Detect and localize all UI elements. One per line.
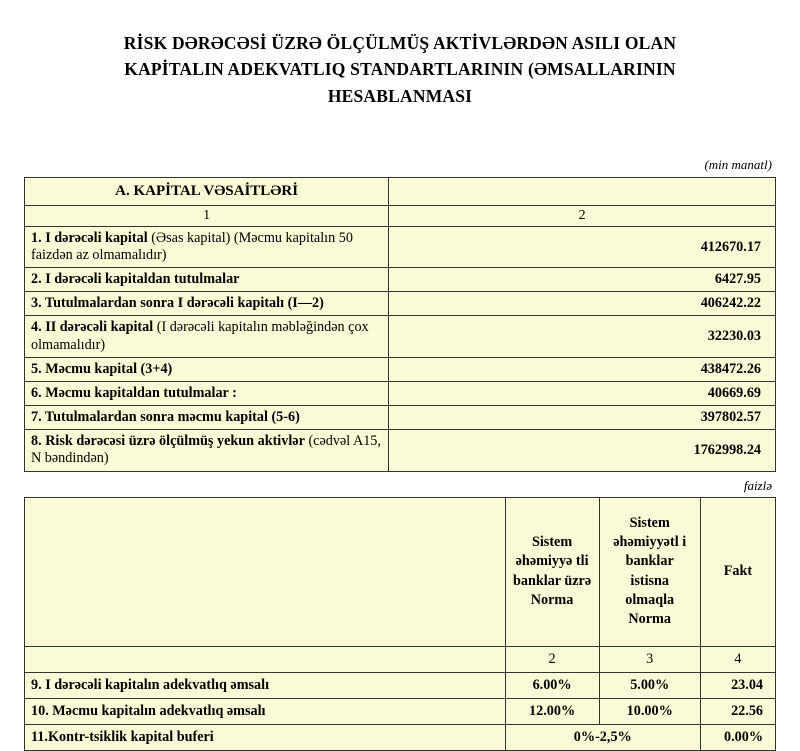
page-title-line-2: KAPİTALIN ADEKVATLIQ STANDARTLARININ (ƏMSALLARININ xyxy=(124,59,676,80)
row-label-strong: 6. Məcmu kapitaldan tutulmalar : xyxy=(31,385,237,401)
row-label: 9. I dərəcəli kapitalın adekvatlıq əmsalı xyxy=(25,672,506,698)
row-label xyxy=(25,430,389,472)
header-norm-other: Sistem əhəmiyyətl i banklar istisna olmaqla Norma xyxy=(599,497,700,646)
row-value-fact: 23.04 xyxy=(700,672,775,698)
column-number-1: 1 xyxy=(25,205,389,226)
table-row xyxy=(25,497,776,646)
row-label-rest: (I dərəcəli kapitalın məbləğindən çox olmamalıdır) xyxy=(31,319,369,353)
adequacy-ratios-table xyxy=(24,497,776,751)
row-label xyxy=(25,358,389,382)
table-row xyxy=(25,672,776,698)
row-value-norm-sifi: 6.00% xyxy=(505,672,599,698)
row-label-rest: (cədvəl A15, N bəndindən) xyxy=(31,433,381,467)
header-norm-sifi: Sistem əhəmiyyə tli banklar üzrə Norma xyxy=(505,497,599,646)
row-value-fact: 0.00% xyxy=(700,724,775,750)
units-note-top: (min manatl) xyxy=(704,156,772,172)
row-label-strong: 4. II dərəcəli kapital xyxy=(31,319,154,336)
table-row xyxy=(25,646,776,672)
table-row xyxy=(25,205,776,226)
table-row xyxy=(25,177,776,205)
units-note-bottom: faizlə xyxy=(743,477,772,493)
table-row xyxy=(25,358,776,382)
row-value: 1762998.24 xyxy=(389,430,776,472)
column-number-blank xyxy=(25,646,506,672)
row-value: 438472.26 xyxy=(389,358,776,382)
column-number-3: 3 xyxy=(599,646,700,672)
row-value: 6427.95 xyxy=(389,268,776,292)
header-fact: Fakt xyxy=(700,497,775,646)
row-label-strong: 2. I dərəcəli kapitaldan tutulmalar xyxy=(31,271,240,288)
row-value: 397802.57 xyxy=(389,406,776,430)
column-number-2: 2 xyxy=(389,205,776,226)
page-title xyxy=(0,0,800,109)
row-label xyxy=(25,316,389,358)
row-label xyxy=(25,292,389,316)
row-value-norm-sifi: 12.00% xyxy=(505,698,599,724)
row-label-strong: 1. I dərəcəli kapital xyxy=(31,229,148,246)
table-row xyxy=(25,698,776,724)
row-label xyxy=(25,406,389,430)
row-label-strong: 3. Tutulmalardan sonra I dərəcəli kapitalı (I—2) xyxy=(31,295,324,312)
page-title-line-3: HESABLANMASI xyxy=(327,85,473,106)
table-row xyxy=(25,316,776,358)
row-value-norm-other: 5.00% xyxy=(599,672,700,698)
column-number-4: 4 xyxy=(700,646,775,672)
page-title-line-1: RİSK DƏRƏCƏSİ ÜZRƏ ÖLÇÜLMÜŞ AKTİVLƏRDƏN ASILI OLAN xyxy=(123,33,677,53)
row-label xyxy=(25,226,389,268)
table-row xyxy=(25,406,776,430)
table-row xyxy=(25,226,776,268)
row-value: 412670.17 xyxy=(389,226,776,268)
row-value: 406242.22 xyxy=(389,292,776,316)
table-row xyxy=(25,268,776,292)
section-header-blank xyxy=(389,177,776,205)
row-label-strong: 5. Məcmu kapital (3+4) xyxy=(31,361,173,377)
row-value: 40669.69 xyxy=(389,382,776,406)
row-value-norm-merged: 0%-2,5% xyxy=(505,724,700,750)
row-label: 10. Məcmu kapitalın adekvatlıq əmsalı xyxy=(25,698,506,724)
row-label-strong: 8. Risk dərəcəsi üzrə ölçülmüş yekun aktivlər xyxy=(31,433,305,449)
header-blank xyxy=(25,497,506,646)
column-number-2: 2 xyxy=(505,646,599,672)
capital-resources-table xyxy=(24,177,776,472)
table-row xyxy=(25,292,776,316)
section-header-label: A. KAPİTAL VƏSAİTLƏRİ xyxy=(25,177,389,205)
row-label-rest: (Əsas kapital) (Məcmu kapitalın 50 faizdən az olmamalıdır) xyxy=(31,229,353,264)
row-value: 32230.03 xyxy=(389,316,776,358)
row-value-fact: 22.56 xyxy=(700,698,775,724)
row-value-norm-other: 10.00% xyxy=(599,698,700,724)
table-row xyxy=(25,724,776,750)
table-row xyxy=(25,382,776,406)
table-row xyxy=(25,430,776,472)
row-label xyxy=(25,268,389,292)
row-label: 11.Kontr-tsiklik kapital buferi xyxy=(25,724,506,750)
row-label xyxy=(25,382,389,406)
row-label-strong: 7. Tutulmalardan sonra məcmu kapital (5-6) xyxy=(31,409,300,425)
